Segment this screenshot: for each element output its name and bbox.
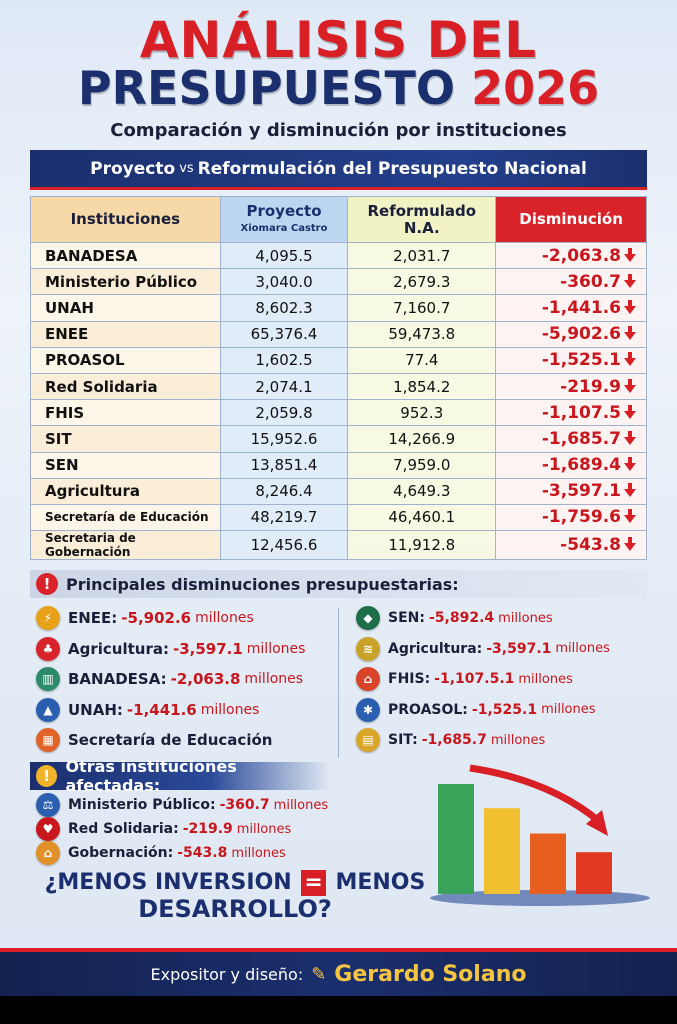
alert-icon: !	[36, 765, 57, 787]
cell-decrease	[496, 373, 647, 399]
cell-institution: Red Solidaria	[31, 373, 221, 399]
arrow-down-icon	[624, 483, 636, 497]
decrease-item	[356, 636, 610, 662]
decrease-item	[356, 727, 545, 753]
institution-icon: ♥	[36, 817, 60, 841]
decrease-value: -1,441.6	[541, 297, 621, 318]
cell-project: 15,952.6	[220, 426, 348, 452]
item-name: Secretaría de Educación	[68, 731, 273, 749]
title-line2	[0, 62, 677, 114]
item-name: Agricultura:	[68, 639, 169, 658]
slogan-equals: =	[301, 870, 325, 896]
author-name: Gerardo Solano	[334, 961, 527, 987]
item-value: -1,107.5.1	[434, 671, 515, 687]
decrease-value: -219.9	[560, 376, 621, 397]
table-header-row	[31, 197, 647, 243]
cell-institution: BANADESA	[31, 243, 221, 269]
banner-right: Reformulación del Presupuesto Nacional	[197, 158, 587, 179]
header-reformulated-sub: N.A.	[403, 218, 440, 237]
bottom-bar	[0, 996, 677, 1024]
cell-decrease	[496, 321, 647, 347]
cell-decrease	[496, 504, 647, 530]
cell-institution: Agricultura	[31, 478, 221, 504]
table-row	[31, 373, 647, 399]
cell-reformulated: 7,959.0	[348, 452, 496, 478]
main-decreases-header	[30, 570, 647, 598]
item-unit: millones	[273, 797, 329, 813]
cell-project: 1,602.5	[220, 347, 348, 373]
cell-decrease	[496, 243, 647, 269]
header-institutions: Instituciones	[31, 197, 221, 243]
illustration-bar	[438, 784, 474, 894]
arrow-down-icon	[624, 431, 636, 445]
cell-project: 3,040.0	[220, 269, 348, 295]
item-name: Gobernación:	[68, 845, 174, 861]
item-name: UNAH:	[68, 700, 123, 719]
cell-institution: ENEE	[31, 321, 221, 347]
item-unit: millones	[244, 671, 304, 687]
item-unit: millones	[200, 701, 260, 718]
arrow-down-icon	[624, 379, 636, 393]
item-unit: millones	[231, 845, 286, 861]
slogan-part1: ¿MENOS INVERSION	[44, 870, 292, 895]
table-row	[31, 504, 647, 530]
decrease-value: -1,525.1	[541, 350, 621, 371]
item-value: -5,902.6	[121, 609, 192, 627]
illustration-bar	[530, 834, 566, 895]
table-row	[31, 269, 647, 295]
header-reformulated-label: Reformulado	[367, 201, 477, 220]
cell-decrease	[496, 400, 647, 426]
subtitle: Comparación y disminución por instituciones	[110, 120, 567, 141]
cell-decrease	[496, 478, 647, 504]
cell-project: 2,059.8	[220, 400, 348, 426]
cell-decrease	[496, 426, 647, 452]
cell-institution: FHIS	[31, 400, 221, 426]
footer-label: Expositor y diseño:	[150, 964, 304, 984]
institution-icon: ⌂	[356, 667, 380, 691]
header-project-label: Proyecto	[246, 201, 322, 220]
item-value: -360.7	[219, 797, 270, 813]
cell-project: 65,376.4	[220, 321, 348, 347]
cell-institution: UNAH	[31, 295, 221, 321]
item-value: -3,597.1	[486, 640, 552, 657]
arrow-down-icon	[624, 274, 636, 288]
alert-icon: !	[36, 573, 58, 595]
decrease-item	[36, 666, 303, 692]
title-word: PRESUPUESTO	[77, 61, 456, 115]
decrease-item	[36, 697, 259, 723]
item-name: SEN:	[388, 610, 425, 626]
cell-institution: SIT	[31, 426, 221, 452]
institution-icon: ▥	[36, 667, 60, 691]
item-unit: millones	[498, 610, 553, 626]
decrease-value: -1,107.5	[541, 402, 621, 423]
decrease-item	[36, 840, 286, 866]
cell-decrease	[496, 531, 647, 560]
cell-institution: Secretaría de Educación	[31, 504, 221, 530]
cell-decrease	[496, 269, 647, 295]
arrow-down-icon	[624, 352, 636, 366]
item-name: SIT:	[388, 732, 418, 748]
table-row	[31, 531, 647, 560]
decrease-item	[36, 727, 272, 753]
table-row	[31, 321, 647, 347]
main-decreases-title: Principales disminuciones presupuestarias:	[66, 574, 459, 594]
arrow-down-icon	[624, 457, 636, 471]
item-value: -5,892.4	[428, 610, 495, 626]
institution-icon: ▤	[356, 728, 380, 752]
table-row	[31, 243, 647, 269]
header-decrease: Disminución	[496, 197, 647, 243]
table-row	[31, 347, 647, 373]
arrow-down-icon	[624, 326, 636, 340]
title-line1: ANÁLISIS DEL	[139, 11, 538, 69]
pencil-icon: ✎	[311, 963, 327, 985]
cell-institution: Ministerio Público	[31, 269, 221, 295]
decrease-item	[36, 636, 305, 662]
table-row	[31, 400, 647, 426]
cell-decrease	[496, 347, 647, 373]
item-unit: millones	[518, 671, 573, 687]
cell-project: 8,602.3	[220, 295, 348, 321]
cell-reformulated: 59,473.8	[348, 321, 496, 347]
illustration-bar	[576, 852, 612, 894]
cell-reformulated: 46,460.1	[348, 504, 496, 530]
budget-table	[30, 196, 647, 560]
cell-reformulated: 14,266.9	[348, 426, 496, 452]
item-value: -1,685.7	[421, 732, 487, 748]
cell-reformulated: 1,854.2	[348, 373, 496, 399]
institution-icon: ⚖	[36, 793, 60, 817]
item-name: BANADESA:	[68, 670, 167, 688]
item-name: ENEE:	[68, 609, 118, 627]
arrow-down-icon	[624, 300, 636, 314]
cell-reformulated: 77.4	[348, 347, 496, 373]
item-value: -2,063.8	[170, 670, 241, 688]
decrease-value: -1,689.4	[541, 455, 621, 476]
arrow-down-icon	[624, 405, 636, 419]
cell-project: 2,074.1	[220, 373, 348, 399]
institution-icon: ▲	[36, 698, 60, 722]
arrow-down-icon	[624, 248, 636, 262]
slogan-line2: DESARROLLO?	[138, 895, 332, 923]
item-unit: millones	[195, 610, 254, 626]
cell-project: 4,095.5	[220, 243, 348, 269]
slogan	[30, 870, 440, 924]
item-unit: millones	[555, 641, 610, 656]
cell-institution: Secretaria de Gobernación	[31, 531, 221, 560]
item-name: Ministerio Público:	[68, 797, 216, 813]
header-project	[220, 197, 348, 243]
cell-reformulated: 11,912.8	[348, 531, 496, 560]
table-row	[31, 295, 647, 321]
institution-icon: ✱	[356, 698, 380, 722]
item-name: Red Solidaria:	[68, 821, 179, 837]
decrease-item	[36, 792, 328, 818]
header-project-sub: Xiomara Castro	[240, 222, 328, 234]
decrease-value: -3,597.1	[541, 481, 621, 502]
cell-institution: SEN	[31, 452, 221, 478]
banner-vs: vs	[179, 161, 194, 176]
cell-institution: PROASOL	[31, 347, 221, 373]
decrease-item	[356, 697, 596, 723]
cell-reformulated: 4,649.3	[348, 478, 496, 504]
item-value: -219.9	[182, 821, 233, 837]
arrow-down-icon	[624, 509, 636, 523]
other-header	[30, 757, 330, 795]
item-value: -1,525.1	[471, 701, 538, 718]
decrease-item	[356, 666, 573, 692]
item-name: PROASOL:	[388, 701, 468, 718]
header-reformulated	[348, 197, 496, 243]
decrease-value: -5,902.6	[541, 324, 621, 345]
institution-icon: ♣	[36, 637, 60, 661]
item-unit: millones	[490, 732, 546, 748]
item-unit: millones	[236, 821, 292, 837]
decrease-value: -543.8	[560, 535, 621, 556]
cell-decrease	[496, 452, 647, 478]
item-value: -543.8	[177, 845, 228, 861]
item-value: -1,441.6	[126, 700, 197, 719]
cell-decrease	[496, 295, 647, 321]
table-row	[31, 478, 647, 504]
cell-reformulated: 2,031.7	[348, 243, 496, 269]
item-unit: millones	[246, 640, 306, 657]
cell-reformulated: 7,160.7	[348, 295, 496, 321]
other-title: Otras instituciones afectadas:	[65, 757, 237, 795]
banner-left: Proyecto	[90, 158, 176, 179]
decrease-item	[36, 816, 291, 842]
item-name: Agricultura:	[388, 640, 483, 657]
institution-icon: ≋	[356, 637, 380, 661]
illustration-bar	[484, 808, 520, 894]
item-unit: millones	[541, 702, 596, 717]
institution-icon: ⚡	[36, 606, 60, 630]
decrease-item	[356, 605, 553, 631]
table-row	[31, 452, 647, 478]
decrease-item	[36, 605, 254, 631]
title-year: 2026	[471, 61, 600, 115]
cell-project: 48,219.7	[220, 504, 348, 530]
cell-project: 12,456.6	[220, 531, 348, 560]
column-divider	[338, 608, 339, 758]
decrease-value: -1,759.6	[541, 507, 621, 528]
institution-icon: ◆	[356, 606, 380, 630]
cell-project: 13,851.4	[220, 452, 348, 478]
cell-reformulated: 952.3	[348, 400, 496, 426]
slogan-part2: MENOS	[335, 870, 426, 895]
footer	[0, 948, 677, 996]
decrease-value: -1,685.7	[541, 428, 621, 449]
cell-reformulated: 2,679.3	[348, 269, 496, 295]
cell-project: 8,246.4	[220, 478, 348, 504]
decrease-value: -360.7	[560, 271, 621, 292]
institution-icon: ▦	[36, 728, 60, 752]
decline-bar-illustration	[430, 760, 660, 910]
institution-icon: ⌂	[36, 841, 60, 865]
decrease-value: -2,063.8	[541, 245, 621, 266]
table-row	[31, 426, 647, 452]
comparison-banner	[30, 150, 647, 190]
arrow-down-icon	[624, 537, 636, 551]
item-value: -3,597.1	[172, 639, 243, 658]
item-name: FHIS:	[388, 671, 431, 687]
